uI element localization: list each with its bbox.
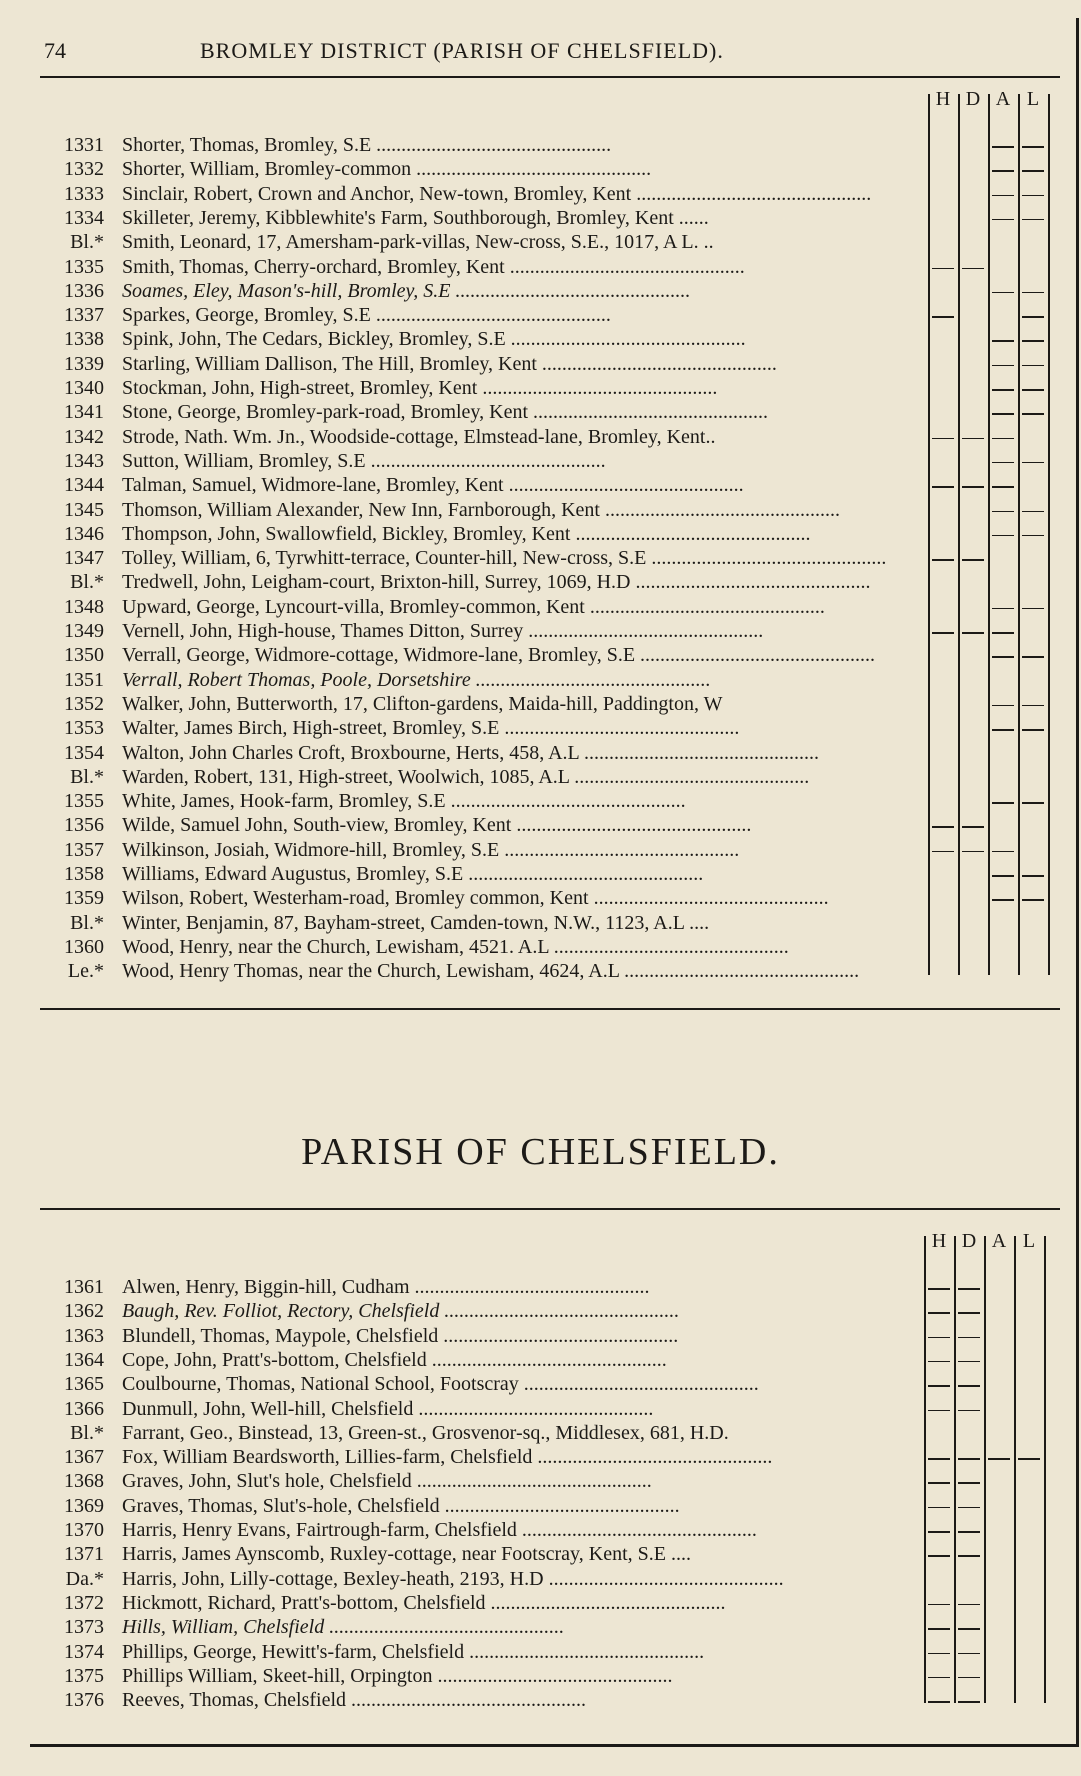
qualification-mark xyxy=(1022,462,1044,464)
entry-text: Harris, John, Lilly-cottage, Bexley-heath, 2193, H.D ............................................... xyxy=(122,1567,784,1590)
entry-number: Bl.* xyxy=(70,911,104,934)
entry-text: Wilde, Samuel John, South-view, Bromley, Kent ............................................... xyxy=(122,814,752,837)
bromley-entries xyxy=(40,134,930,994)
entry-text: Upward, George, Lyncourt-villa, Bromley-common, Kent ............................................... xyxy=(122,595,825,618)
entry-text: Cope, John, Pratt's-bottom, Chelsfield ............................................... xyxy=(122,1348,667,1371)
entry-number: Bl.* xyxy=(70,571,104,594)
qualification-mark xyxy=(992,389,1014,391)
entry-number: 1362 xyxy=(64,1300,104,1323)
qualification-mark xyxy=(992,340,1014,342)
entry-number: 1338 xyxy=(64,328,104,351)
column-rule xyxy=(1048,94,1050,975)
entry-number: 1369 xyxy=(64,1494,104,1517)
entry-text: Verrall, Robert Thomas, Poole, Dorsetshire ............................................... xyxy=(122,668,711,691)
qualification-mark xyxy=(958,1337,980,1339)
qualification-mark xyxy=(958,1531,980,1533)
list-item xyxy=(40,523,930,547)
qualification-mark xyxy=(958,1677,980,1679)
qualification-mark xyxy=(1022,705,1044,707)
qualification-mark xyxy=(932,486,954,488)
qualification-mark xyxy=(932,851,954,853)
list-item xyxy=(40,377,930,401)
column-rule xyxy=(1018,94,1020,975)
entry-number: 1356 xyxy=(64,814,104,837)
entry-number: 1336 xyxy=(64,279,104,302)
qualification-mark xyxy=(992,656,1014,658)
qualification-mark xyxy=(992,195,1014,197)
entry-text: Hills, William, Chelsfield ............................................... xyxy=(122,1616,565,1639)
entry-text: Graves, John, Slut's hole, Chelsfield ............................................... xyxy=(122,1470,652,1493)
qualification-mark xyxy=(958,1653,980,1655)
entry-number: Bl.* xyxy=(70,1421,104,1444)
entry-text: Talman, Samuel, Widmore-lane, Bromley, Kent ............................................... xyxy=(122,474,744,497)
list-item xyxy=(40,134,930,158)
entry-text: Wilson, Robert, Westerham-road, Bromley common, Kent ............................................... xyxy=(122,887,829,910)
qualification-mark xyxy=(992,365,1014,367)
entry-text: Williams, Edward Augustus, Bromley, S.E ............................................... xyxy=(122,863,704,885)
column-rule xyxy=(1014,1236,1016,1703)
qualification-mark xyxy=(1022,292,1044,294)
entry-number: 1332 xyxy=(64,158,104,181)
entry-text: Starling, William Dallison, The Hill, Bromley, Kent ............................................... xyxy=(122,352,777,375)
qualification-mark xyxy=(992,438,1014,440)
list-item xyxy=(40,742,930,766)
qualification-mark xyxy=(928,1531,950,1533)
entry-text: Blundell, Thomas, Maypole, Chelsfield ............................................... xyxy=(122,1324,679,1347)
entry-text: Thomson, William Alexander, New Inn, Farnborough, Kent ............................................... xyxy=(122,498,840,521)
entry-number: 1350 xyxy=(64,644,104,667)
entry-text: Soames, Eley, Mason's-hill, Bromley, S.E ............................................... xyxy=(122,279,691,302)
entry-text: Phillips, George, Hewitt's-farm, Chelsfield ............................................... xyxy=(122,1640,705,1663)
entry-number: 1373 xyxy=(64,1616,104,1639)
entry-text: Shorter, William, Bromley-common ............................................... xyxy=(122,158,652,181)
entry-number: 1354 xyxy=(64,741,104,764)
entry-text: Shorter, Thomas, Bromley, S.E ............................................... xyxy=(122,134,612,156)
entry-text: Wood, Henry, near the Church, Lewisham, 4521. A.L ............................................... xyxy=(122,935,789,958)
qualification-mark xyxy=(958,1385,980,1387)
list-item xyxy=(40,1592,930,1616)
column-header-l: L xyxy=(1022,1230,1036,1252)
qualification-mark xyxy=(928,1361,950,1363)
list-item xyxy=(40,1641,930,1665)
list-item xyxy=(40,887,930,911)
qualification-mark xyxy=(932,826,954,828)
column-header-l: L xyxy=(1026,88,1040,110)
column-header-a: A xyxy=(991,1230,1007,1252)
list-item xyxy=(40,499,930,523)
entry-text: Fox, William Beardsworth, Lillies-farm, Chelsfield ............................................... xyxy=(122,1446,773,1469)
entry-text: Sutton, William, Bromley, S.E ............................................... xyxy=(122,449,606,472)
list-item xyxy=(40,1300,930,1324)
entry-text: Graves, Thomas, Slut's-hole, Chelsfield ............................................... xyxy=(122,1494,680,1517)
list-item xyxy=(40,1665,930,1689)
qualification-mark xyxy=(992,219,1014,221)
qualification-mark xyxy=(958,1555,980,1557)
list-item xyxy=(40,1689,930,1713)
qualification-mark xyxy=(958,1410,980,1412)
qualification-mark xyxy=(992,851,1014,853)
page-header xyxy=(40,36,1040,68)
entry-number: 1368 xyxy=(64,1470,104,1493)
qualification-mark xyxy=(928,1677,950,1679)
qualification-mark xyxy=(958,1604,980,1606)
entry-number: 1357 xyxy=(64,838,104,861)
list-item xyxy=(40,183,930,207)
column-rule xyxy=(924,1236,926,1703)
entry-text: Harris, Henry Evans, Fairtrough-farm, Chelsfield ............................................... xyxy=(122,1519,757,1541)
column-header-d: D xyxy=(965,88,981,110)
list-item xyxy=(40,207,930,231)
entry-text: Alwen, Henry, Biggin-hill, Cudham ............................................... xyxy=(122,1276,650,1298)
chelsfield-entries xyxy=(40,1276,930,1716)
qualification-mark xyxy=(1022,195,1044,197)
entry-text: Sinclair, Robert, Crown and Anchor, New-town, Bromley, Kent ............................................... xyxy=(122,182,872,205)
list-item xyxy=(40,644,930,668)
qualification-mark xyxy=(1022,389,1044,391)
list-item xyxy=(40,450,930,474)
entry-number: 1344 xyxy=(64,474,104,497)
list-item xyxy=(40,596,930,620)
entry-text: Wilkinson, Josiah, Widmore-hill, Bromley, S.E ............................................... xyxy=(122,838,740,861)
qualification-mark xyxy=(1022,875,1044,877)
list-item xyxy=(40,1373,930,1397)
qualification-mark xyxy=(928,1458,950,1460)
qualification-mark xyxy=(992,899,1014,901)
column-rule xyxy=(928,94,930,975)
column-header-h: H xyxy=(935,88,951,110)
qualification-mark xyxy=(1022,535,1044,537)
header-rule xyxy=(40,76,1060,78)
entry-number: 1345 xyxy=(64,498,104,521)
qualification-mark xyxy=(928,1555,950,1557)
list-item xyxy=(40,547,930,571)
list-item xyxy=(40,1325,930,1349)
list-item xyxy=(40,839,930,863)
entry-number: 1341 xyxy=(64,401,104,424)
qualification-mark xyxy=(992,535,1014,537)
qualification-mark xyxy=(928,1410,950,1412)
entry-number: 1358 xyxy=(64,863,104,885)
entry-number: 1371 xyxy=(64,1543,104,1566)
entry-number: 1342 xyxy=(64,425,104,448)
list-item xyxy=(40,1276,930,1300)
qualification-mark xyxy=(932,632,954,634)
qualification-mark xyxy=(992,802,1014,804)
page-number: 74 xyxy=(44,38,66,63)
entry-number: Da.* xyxy=(65,1567,104,1590)
qualification-mark xyxy=(1022,365,1044,367)
qualification-mark xyxy=(958,1361,980,1363)
entry-text: Winter, Benjamin, 87, Bayham-street, Camden-town, N.W., 1123, A.L .... xyxy=(122,911,710,934)
column-rule xyxy=(1044,1236,1046,1703)
qualification-mark xyxy=(1022,146,1044,148)
qualification-mark xyxy=(932,268,954,270)
entry-text: Dunmull, John, Well-hill, Chelsfield ............................................... xyxy=(122,1397,654,1420)
qualification-mark xyxy=(992,608,1014,610)
list-item xyxy=(40,280,930,304)
qualification-mark xyxy=(992,486,1014,488)
qualification-mark xyxy=(962,438,984,440)
qualification-mark xyxy=(1022,511,1044,513)
column-header-d: D xyxy=(961,1230,977,1252)
entry-text: Strode, Nath. Wm. Jn., Woodside-cottage, Elmstead-lane, Bromley, Kent.. xyxy=(122,425,716,448)
entry-number: 1331 xyxy=(64,134,104,156)
entry-number: 1374 xyxy=(64,1640,104,1663)
list-item xyxy=(40,1470,930,1494)
entry-text: Skilleter, Jeremy, Kibblewhite's Farm, Southborough, Bromley, Kent ...... xyxy=(122,206,709,229)
entry-number: 1337 xyxy=(64,304,104,327)
qualification-mark xyxy=(992,413,1014,415)
entry-number: 1351 xyxy=(64,668,104,691)
qualification-mark xyxy=(992,170,1014,172)
qualification-mark xyxy=(992,875,1014,877)
column-header-h: H xyxy=(931,1230,947,1252)
list-item xyxy=(40,256,930,280)
qualification-mark xyxy=(1022,802,1044,804)
list-item xyxy=(40,353,930,377)
list-item xyxy=(40,620,930,644)
entry-text: Stone, George, Bromley-park-road, Bromley, Kent ............................................... xyxy=(122,401,769,424)
list-item xyxy=(40,231,930,255)
qualification-mark xyxy=(1022,729,1044,731)
list-item xyxy=(40,158,930,182)
list-item xyxy=(40,766,930,790)
qualification-mark xyxy=(1022,170,1044,172)
qualification-mark xyxy=(962,486,984,488)
entry-number: 1346 xyxy=(64,522,104,545)
qualification-mark xyxy=(932,438,954,440)
entry-text: Verrall, George, Widmore-cottage, Widmore-lane, Bromley, S.E ............................................... xyxy=(122,644,876,667)
qualification-mark xyxy=(928,1337,950,1339)
list-item xyxy=(40,863,930,887)
entry-text: Smith, Leonard, 17, Amersham-park-villas, New-cross, S.E., 1017, A L. .. xyxy=(122,231,714,254)
entry-number: 1372 xyxy=(64,1591,104,1614)
qualification-mark xyxy=(958,1288,980,1290)
entry-number: 1360 xyxy=(64,935,104,958)
qualification-mark xyxy=(958,1628,980,1630)
qualification-mark xyxy=(1022,316,1044,318)
entry-number: 1366 xyxy=(64,1397,104,1420)
entry-text: Smith, Thomas, Cherry-orchard, Bromley, Kent ............................................... xyxy=(122,255,745,278)
qualification-mark xyxy=(932,316,954,318)
entry-number: 1347 xyxy=(64,547,104,570)
list-item xyxy=(40,1616,930,1640)
entry-number: 1370 xyxy=(64,1519,104,1541)
list-item xyxy=(40,790,930,814)
list-item xyxy=(40,1495,930,1519)
list-item xyxy=(40,1568,930,1592)
entry-number: 1376 xyxy=(64,1689,104,1712)
entry-number: 1365 xyxy=(64,1373,104,1396)
entry-text: Tolley, William, 6, Tyrwhitt-terrace, Counter-hill, New-cross, S.E ............................................... xyxy=(122,547,887,570)
qualification-mark xyxy=(962,632,984,634)
entry-text: Walker, John, Butterworth, 17, Clifton-gardens, Maida-hill, Paddington, W xyxy=(122,692,723,715)
list-item xyxy=(40,1349,930,1373)
qualification-mark xyxy=(928,1288,950,1290)
entry-number: 1340 xyxy=(64,377,104,399)
qualification-mark xyxy=(992,632,1014,634)
qualification-mark xyxy=(988,1458,1010,1460)
qualification-mark xyxy=(1022,899,1044,901)
entry-number: 1353 xyxy=(64,717,104,740)
section-divider xyxy=(40,1008,1060,1010)
qualification-mark xyxy=(928,1628,950,1630)
entry-number: 1361 xyxy=(64,1276,104,1298)
entry-number: 1359 xyxy=(64,887,104,910)
column-rule xyxy=(984,1236,986,1703)
qualification-mark xyxy=(928,1701,950,1703)
entry-text: Thompson, John, Swallowfield, Bickley, Bromley, Kent ............................................... xyxy=(122,522,811,545)
qualification-mark xyxy=(958,1482,980,1484)
qualification-mark xyxy=(1022,340,1044,342)
qualification-mark xyxy=(992,462,1014,464)
qualification-mark xyxy=(928,1482,950,1484)
entry-text: Coulbourne, Thomas, National School, Footscray ............................................... xyxy=(122,1373,759,1396)
entry-number: 1335 xyxy=(64,255,104,278)
qualification-mark xyxy=(992,292,1014,294)
entry-text: Hickmott, Richard, Pratt's-bottom, Chelsfield ............................................... xyxy=(122,1591,726,1614)
qualification-mark xyxy=(962,851,984,853)
entry-number: 1355 xyxy=(64,790,104,813)
list-item xyxy=(40,693,930,717)
entry-number: 1363 xyxy=(64,1324,104,1347)
qualification-mark xyxy=(1022,656,1044,658)
list-item xyxy=(40,669,930,693)
list-item xyxy=(40,1543,930,1567)
entry-number: Bl.* xyxy=(70,231,104,254)
entry-number: 1375 xyxy=(64,1664,104,1687)
qualification-mark xyxy=(958,1701,980,1703)
section-title: PARISH OF CHELSFIELD. xyxy=(301,1131,780,1173)
running-title: BROMLEY DISTRICT (PARISH OF CHELSFIELD). xyxy=(200,38,724,63)
list-item xyxy=(40,1398,930,1422)
entry-text: Walton, John Charles Croft, Broxbourne, Herts, 458, A.L ............................................... xyxy=(122,741,820,764)
list-item xyxy=(40,814,930,838)
qualification-mark xyxy=(1022,413,1044,415)
entry-number: Bl.* xyxy=(70,765,104,788)
list-item xyxy=(40,960,930,984)
qualification-mark xyxy=(992,729,1014,731)
qualification-mark xyxy=(962,268,984,270)
qualification-mark xyxy=(928,1507,950,1509)
qualification-mark xyxy=(1018,1458,1040,1460)
list-item xyxy=(40,936,930,960)
list-item xyxy=(40,571,930,595)
qualification-mark xyxy=(928,1653,950,1655)
entry-text: Baugh, Rev. Folliot, Rectory, Chelsfield ............................................... xyxy=(122,1300,680,1323)
qualification-mark xyxy=(992,146,1014,148)
entry-text: Phillips William, Skeet-hill, Orpington ............................................... xyxy=(122,1664,673,1687)
column-headers-section-1 xyxy=(928,88,1058,114)
list-item xyxy=(40,426,930,450)
entry-text: Vernell, John, High-house, Thames Ditton, Surrey ............................................... xyxy=(122,620,764,642)
list-item xyxy=(40,401,930,425)
column-rule xyxy=(988,94,990,975)
qualification-mark xyxy=(992,705,1014,707)
column-rule xyxy=(954,1236,956,1703)
entry-number: 1352 xyxy=(64,692,104,715)
qualification-mark xyxy=(958,1312,980,1314)
entry-text: Stockman, John, High-street, Bromley, Kent ............................................... xyxy=(122,377,718,399)
list-item xyxy=(40,912,930,936)
entry-number: Le.* xyxy=(67,960,104,983)
qualification-mark xyxy=(958,1507,980,1509)
qualification-mark xyxy=(1022,608,1044,610)
list-item xyxy=(40,717,930,741)
entry-text: Tredwell, John, Leigham-court, Brixton-hill, Surrey, 1069, H.D ............................................... xyxy=(122,571,871,594)
entry-number: 1348 xyxy=(64,595,104,618)
qualification-mark xyxy=(932,559,954,561)
entry-number: 1364 xyxy=(64,1348,104,1371)
column-rule xyxy=(958,94,960,975)
qualification-mark xyxy=(928,1604,950,1606)
entry-text: Spink, John, The Cedars, Bickley, Bromley, S.E ............................................... xyxy=(122,328,746,351)
entry-text: Walter, James Birch, High-street, Bromley, S.E ............................................... xyxy=(122,717,740,740)
entry-number: 1343 xyxy=(64,449,104,472)
qualification-mark xyxy=(1022,219,1044,221)
list-item xyxy=(40,1422,930,1446)
entry-number: 1333 xyxy=(64,182,104,205)
entry-text: Warden, Robert, 131, High-street, Woolwich, 1085, A.L ............................................... xyxy=(122,765,810,788)
section-title-rule xyxy=(40,1208,1060,1210)
entry-text: White, James, Hook-farm, Bromley, S.E ............................................... xyxy=(122,790,686,813)
entry-text: Farrant, Geo., Binstead, 13, Green-st., Grosvenor-sq., Middlesex, 681, H.D. xyxy=(122,1421,729,1444)
entry-number: 1367 xyxy=(64,1446,104,1469)
column-headers-section-2 xyxy=(924,1230,1054,1256)
list-item xyxy=(40,1446,930,1470)
entry-text: Wood, Henry Thomas, near the Church, Lewisham, 4624, A.L ............................................... xyxy=(122,960,860,983)
qualification-mark xyxy=(928,1385,950,1387)
qualification-mark xyxy=(992,511,1014,513)
entry-number: 1334 xyxy=(64,206,104,229)
entry-number: 1349 xyxy=(64,620,104,642)
entry-text: Sparkes, George, Bromley, S.E ............................................... xyxy=(122,304,611,327)
list-item xyxy=(40,474,930,498)
qualification-mark xyxy=(958,1458,980,1460)
qualification-mark xyxy=(962,826,984,828)
qualification-mark xyxy=(962,559,984,561)
list-item xyxy=(40,304,930,328)
entry-text: Reeves, Thomas, Chelsfield ............................................... xyxy=(122,1689,587,1712)
qualification-mark xyxy=(928,1312,950,1314)
entry-text: Harris, James Aynscomb, Ruxley-cottage, near Footscray, Kent, S.E .... xyxy=(122,1543,691,1566)
list-item xyxy=(40,328,930,352)
column-header-a: A xyxy=(995,88,1011,110)
entry-number: 1339 xyxy=(64,352,104,375)
list-item xyxy=(40,1519,930,1543)
